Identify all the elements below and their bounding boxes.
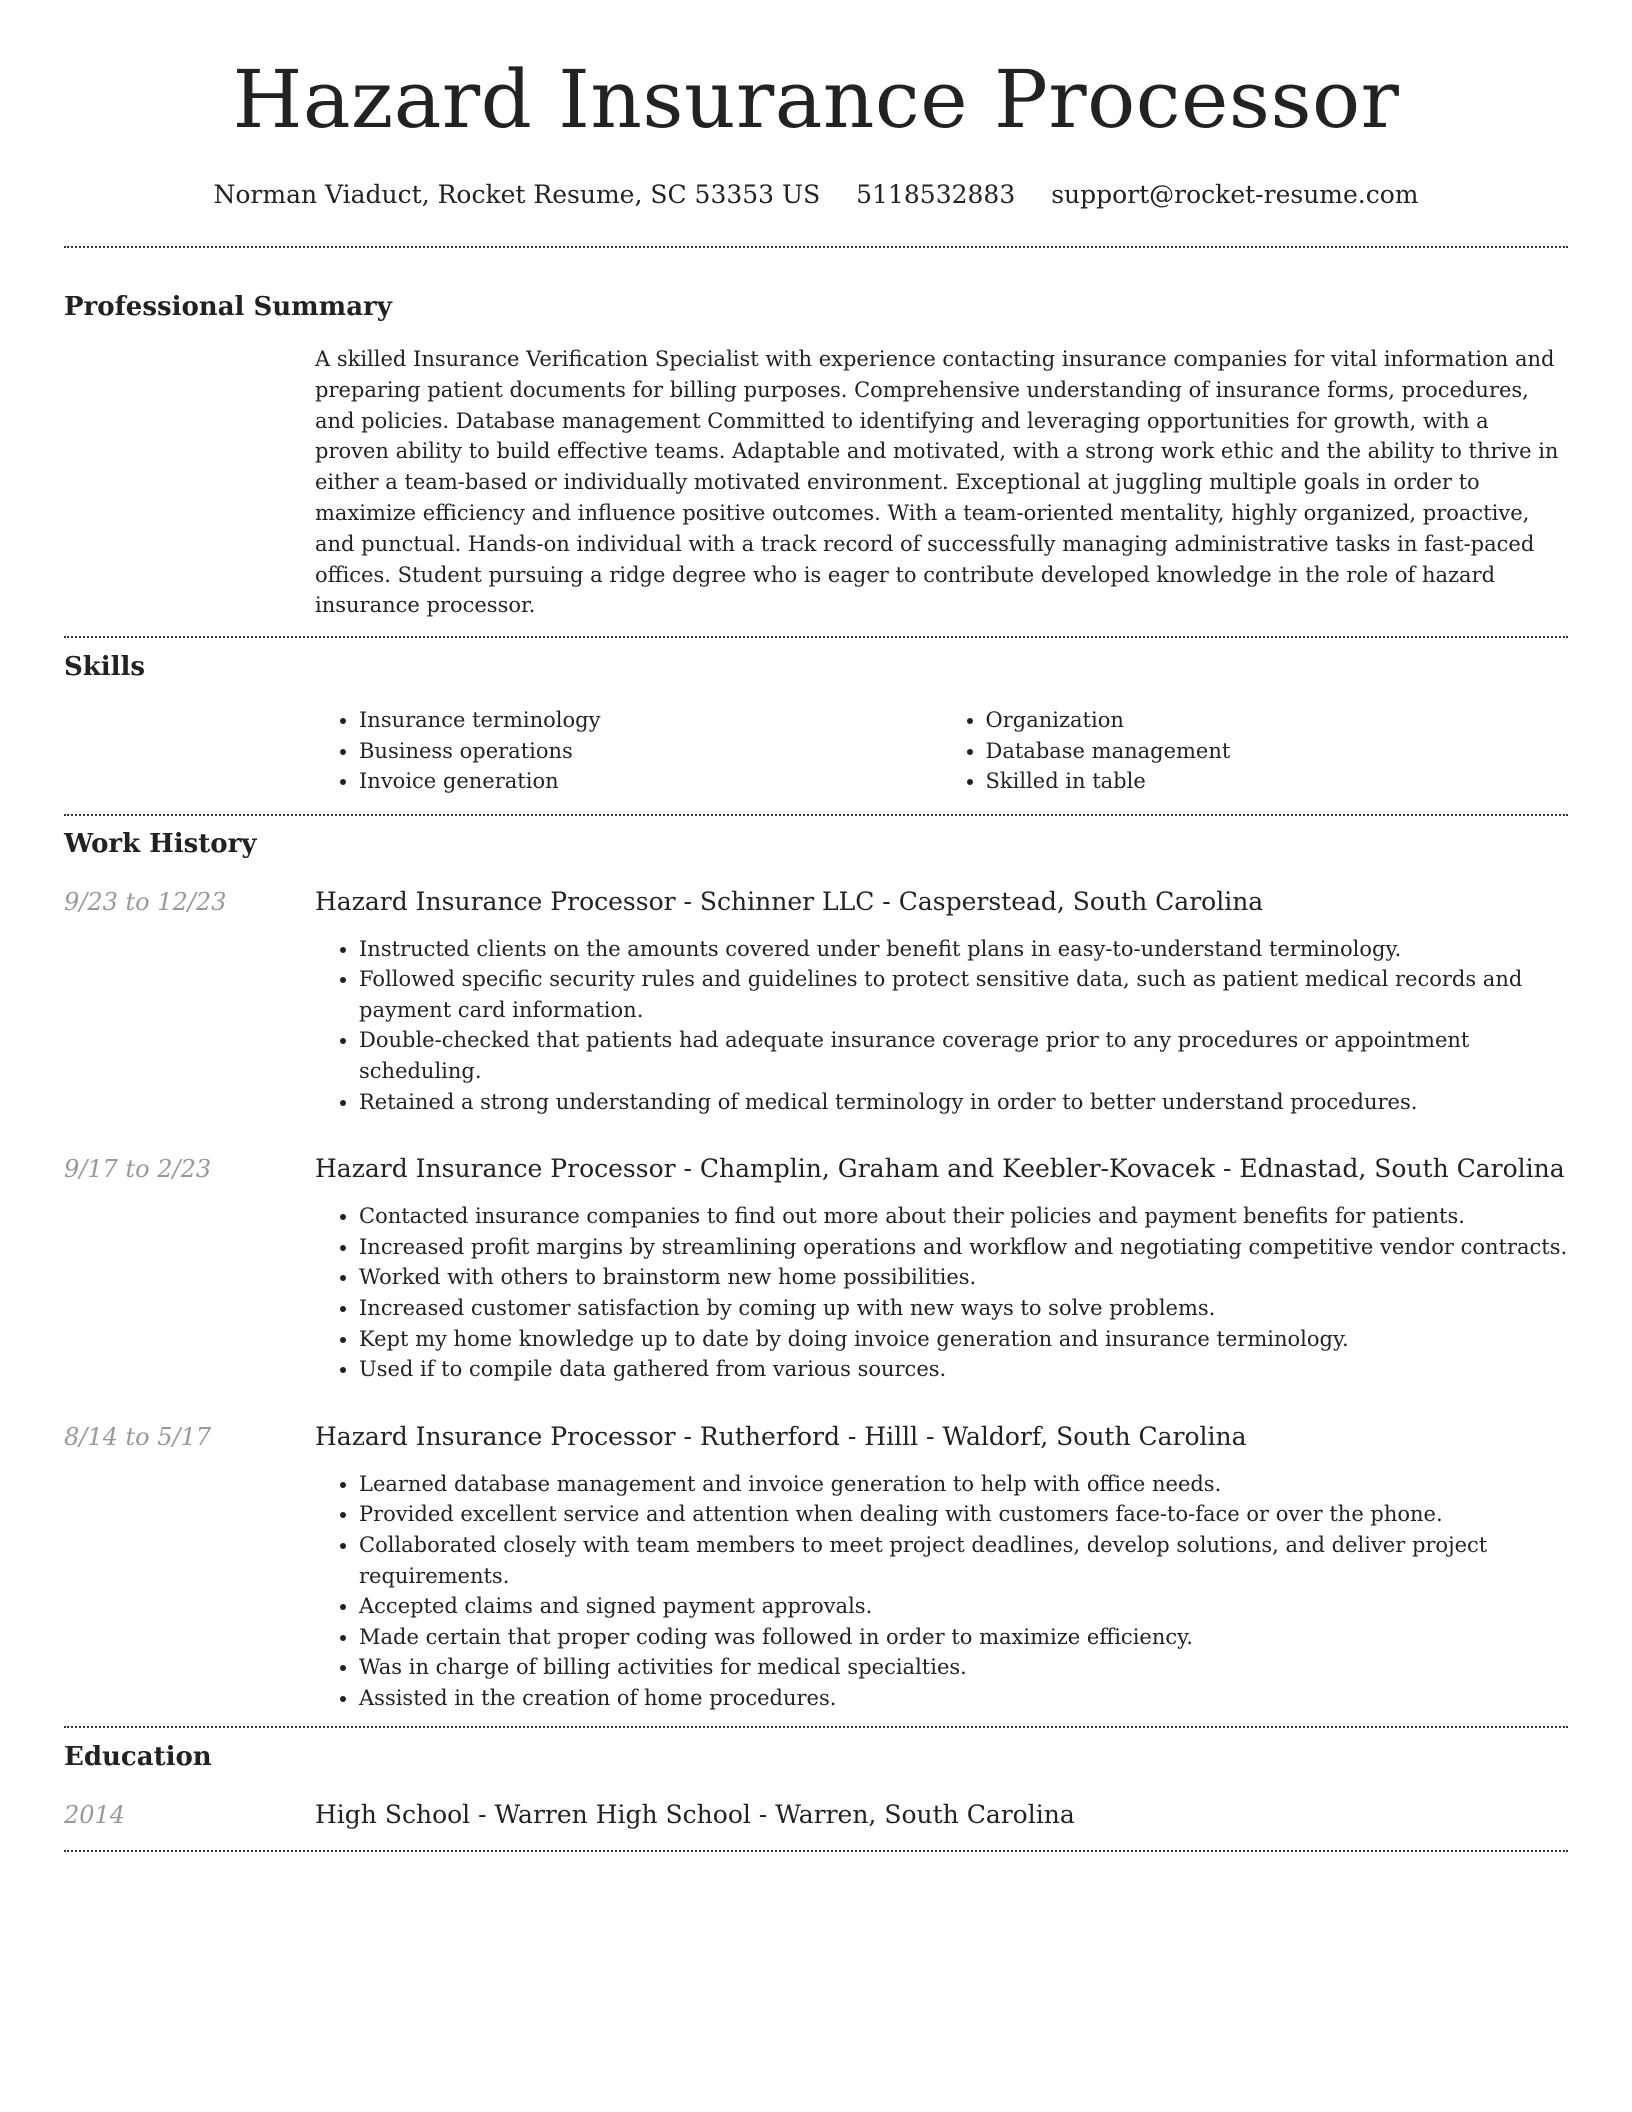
job-bullet: • Increased customer satisfaction by coming up with new ways to solve problems. xyxy=(359,1293,1568,1324)
job-bullet: • Made certain that proper coding was followed in order to maximize efficiency. xyxy=(359,1622,1568,1653)
contact-line xyxy=(64,180,1568,210)
divider xyxy=(64,636,1568,638)
job-dates: 9/17 to 2/23 xyxy=(64,1155,212,1184)
job-bullet-list xyxy=(315,1201,1568,1385)
job-bullet: • Double-checked that patients had adequate insurance coverage prior to any procedures or appointment scheduling. xyxy=(359,1025,1568,1086)
job-bullet-list xyxy=(315,934,1568,1118)
contact-email: support@rocket-resume.com xyxy=(1051,180,1419,209)
job-dates: 8/14 to 5/17 xyxy=(64,1422,212,1451)
job-header xyxy=(64,886,1568,918)
job-heading: Hazard Insurance Processor - Rutherford - Hilll - Waldorf, South Carolina xyxy=(315,1421,1247,1451)
job-bullet: • Contacted insurance companies to find out more about their policies and payment benefits for patients. xyxy=(359,1201,1568,1232)
job-bullet: • Increased profit margins by streamlining operations and workflow and negotiating competitive vendor contracts. xyxy=(359,1232,1568,1263)
skill-item: • Insurance terminology xyxy=(359,705,942,736)
skill-item: • Organization xyxy=(986,705,1569,736)
job-heading: Hazard Insurance Processor - Schinner LLC - Casperstead, South Carolina xyxy=(315,886,1264,916)
job-bullet-list xyxy=(315,1469,1568,1714)
contact-phone: 5118532883 xyxy=(856,180,1016,209)
skill-item: • Skilled in table xyxy=(986,766,1569,797)
skills-column-right xyxy=(942,705,1569,797)
education-heading: Education xyxy=(64,1741,212,1772)
job-bullet: • Used if to compile data gathered from various sources. xyxy=(359,1354,1568,1385)
job-bullet: • Accepted claims and signed payment approvals. xyxy=(359,1591,1568,1622)
job-bullet: • Instructed clients on the amounts covered under benefit plans in easy-to-understand terminology. xyxy=(359,934,1568,965)
divider xyxy=(64,1850,1568,1852)
summary-text: A skilled Insurance Verification Specialist with experience contacting insurance companies for vital information and preparing patient documents for billing purposes. Comprehensive understanding of insurance forms, procedures, and policies. Database management Committed to identifying and leveraging opportunities for growth, with a proven ability to build effective teams. Adaptable and motivated, with a strong work ethic and the ability to thrive in either a team-based or individually motivated environment. Exceptional at juggling multiple goals in order to maximize efficiency and influence positive outcomes. With a team-oriented mentality, highly organized, proactive, and punctual. Hands-on individual with a track record of successfully managing administrative tasks in fast-paced offices. Student pursuing a ridge degree who is eager to contribute developed knowledge in the role of hazard insurance processor. xyxy=(315,347,1559,618)
skills-heading: Skills xyxy=(64,652,146,683)
job-bullet: • Provided excellent service and attention when dealing with customers face-to-face or over the phone. xyxy=(359,1499,1568,1530)
skill-item: • Business operations xyxy=(359,736,942,767)
job-bullet: • Learned database management and invoice generation to help with office needs. xyxy=(359,1469,1568,1500)
job-header xyxy=(64,1153,1568,1185)
job-bullet: • Worked with others to brainstorm new home possibilities. xyxy=(359,1262,1568,1293)
job-header xyxy=(64,1421,1568,1453)
skill-item: • Database management xyxy=(986,736,1569,767)
job-bullet: • Was in charge of billing activities for medical specialties. xyxy=(359,1652,1568,1683)
skills-list xyxy=(315,705,1568,797)
divider xyxy=(64,1726,1568,1728)
job-bullet: • Kept my home knowledge up to date by doing invoice generation and insurance terminology. xyxy=(359,1324,1568,1355)
contact-address: Norman Viaduct, Rocket Resume, SC 53353 US xyxy=(213,180,821,209)
job-entry xyxy=(64,886,1568,1118)
job-bullet: • Collaborated closely with team members to meet project deadlines, develop solutions, and deliver project requirements. xyxy=(359,1530,1568,1591)
work-history-heading: Work History xyxy=(64,828,257,859)
job-bullet: • Retained a strong understanding of medical terminology in order to better understand procedures. xyxy=(359,1087,1568,1118)
summary-heading: Professional Summary xyxy=(64,292,392,322)
education-heading-line: High School - Warren High School - Warren, South Carolina xyxy=(315,1799,1075,1829)
skill-item: • Invoice generation xyxy=(359,766,942,797)
job-bullet: • Assisted in the creation of home procedures. xyxy=(359,1683,1568,1714)
skills-column-left xyxy=(315,705,942,797)
education-date: 2014 xyxy=(64,1800,126,1829)
job-dates: 9/23 to 12/23 xyxy=(64,887,227,916)
job-bullet: • Followed specific security rules and guidelines to protect sensitive data, such as patient medical records and payment card information. xyxy=(359,964,1568,1025)
divider xyxy=(64,246,1568,248)
job-entry xyxy=(64,1153,1568,1385)
job-heading: Hazard Insurance Processor - Champlin, Graham and Keebler-Kovacek - Ednastad, South Carolina xyxy=(315,1154,1565,1184)
job-entry xyxy=(64,1421,1568,1714)
candidate-name: Hazard Insurance Processor xyxy=(232,53,1400,146)
divider xyxy=(64,814,1568,816)
education-entry xyxy=(64,1799,1568,1831)
